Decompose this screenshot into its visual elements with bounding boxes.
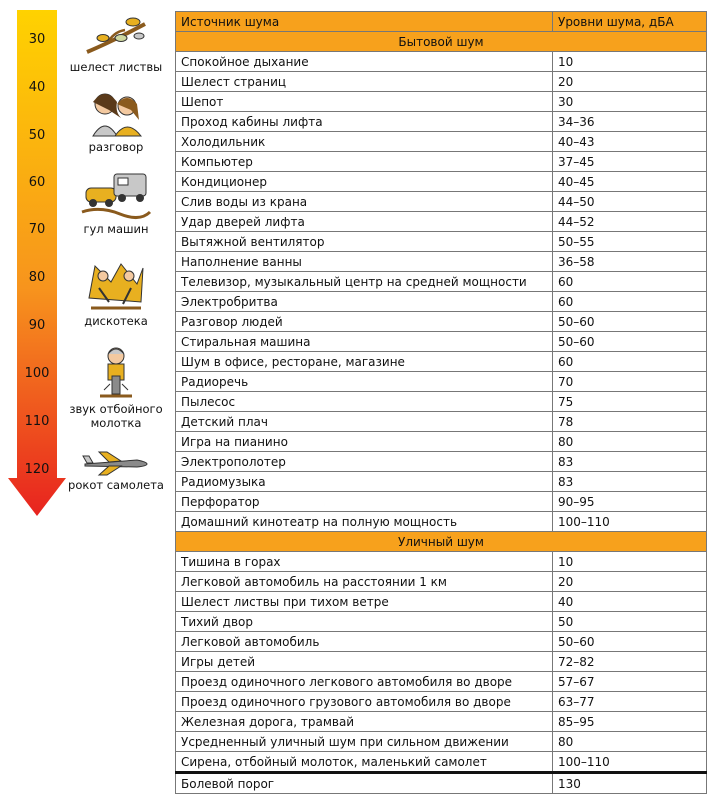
caption-conversation: разговор: [88, 140, 144, 154]
scale-label: 90: [28, 318, 46, 333]
row-source: Спокойное дыхание: [176, 52, 553, 72]
row-level: 50–60: [553, 332, 707, 352]
row-level: 34–36: [553, 112, 707, 132]
pain-threshold-level: 130: [553, 773, 707, 794]
table-row: [176, 52, 707, 72]
scale-label: 30: [28, 32, 46, 47]
table-row: [176, 372, 707, 392]
caption-leaves: шелест листвы: [69, 60, 163, 74]
row-source: Слив воды из крана: [176, 192, 553, 212]
section-title: Уличный шум: [176, 532, 707, 552]
table-row: [176, 572, 707, 592]
row-source: Радиоречь: [176, 372, 553, 392]
row-level: 40–43: [553, 132, 707, 152]
table-row: [176, 272, 707, 292]
table-row: [176, 632, 707, 652]
row-source: Телевизор, музыкальный центр на средней мощности: [176, 272, 553, 292]
caption-cars: гул машин: [83, 222, 149, 236]
table-row: [176, 692, 707, 712]
scale-label: 40: [28, 80, 46, 95]
row-level: 40: [553, 592, 707, 612]
table-row: [176, 192, 707, 212]
cars-icon: [80, 168, 152, 220]
row-source: Детский плач: [176, 412, 553, 432]
conversation-icon: [81, 88, 151, 138]
row-level: 44–52: [553, 212, 707, 232]
row-level: 63–77: [553, 692, 707, 712]
row-source: Легковой автомобиль: [176, 632, 553, 652]
table-row: [176, 292, 707, 312]
row-source: Игра на пианино: [176, 432, 553, 452]
table-row: [176, 412, 707, 432]
row-level: 80: [553, 732, 707, 752]
scale-label: 60: [28, 175, 46, 190]
table-row: [176, 212, 707, 232]
scale-label: 100: [24, 366, 50, 381]
row-source: Шелест листвы при тихом ветре: [176, 592, 553, 612]
row-level: 60: [553, 292, 707, 312]
caption-disco: дискотека: [84, 314, 148, 328]
row-level: 72–82: [553, 652, 707, 672]
row-source: Проезд одиночного легкового автомобиля во дворе: [176, 672, 553, 692]
row-source: Тишина в горах: [176, 552, 553, 572]
table-row: [176, 612, 707, 632]
table-row: [176, 492, 707, 512]
row-level: 50–55: [553, 232, 707, 252]
scale-label: 80: [28, 270, 46, 285]
noise-scale: [8, 10, 66, 518]
table-row: [176, 512, 707, 532]
table-row: [176, 452, 707, 472]
row-level: 40–45: [553, 172, 707, 192]
row-level: 20: [553, 72, 707, 92]
row-level: 60: [553, 272, 707, 292]
row-source: Проход кабины лифта: [176, 112, 553, 132]
table-row: [176, 752, 707, 773]
row-level: 78: [553, 412, 707, 432]
table-row: [176, 112, 707, 132]
row-level: 70: [553, 372, 707, 392]
table-row: [176, 552, 707, 572]
row-source: Проезд одиночного грузового автомобиля во дворе: [176, 692, 553, 712]
jackhammer-icon: [86, 346, 146, 400]
row-level: 60: [553, 352, 707, 372]
row-source: Радиомузыка: [176, 472, 553, 492]
row-level: 20: [553, 572, 707, 592]
row-level: 30: [553, 92, 707, 112]
noise-table: [175, 11, 707, 794]
row-level: 83: [553, 452, 707, 472]
row-level: 44–50: [553, 192, 707, 212]
table-header-row: [176, 12, 707, 32]
row-source: Тихий двор: [176, 612, 553, 632]
row-level: 75: [553, 392, 707, 412]
table-row: [176, 672, 707, 692]
row-source: Железная дорога, трамвай: [176, 712, 553, 732]
illustration-airplane: [66, 450, 166, 492]
row-source: Легковой автомобиль на расстоянии 1 км: [176, 572, 553, 592]
illustration-disco: [66, 258, 166, 328]
airplane-icon: [81, 450, 151, 476]
table-row: [176, 172, 707, 192]
scale-label: 120: [24, 462, 50, 477]
scale-label: 70: [28, 222, 46, 237]
row-level: 37–45: [553, 152, 707, 172]
row-source: Домашний кинотеатр на полную мощность: [176, 512, 553, 532]
row-level: 50–60: [553, 312, 707, 332]
pain-threshold-source: Болевой порог: [176, 773, 553, 794]
table-row: [176, 732, 707, 752]
illustration-jackhammer: [66, 346, 166, 430]
table-row: [176, 152, 707, 172]
row-source: Сирена, отбойный молоток, маленький самолет: [176, 752, 553, 773]
row-source: Шум в офисе, ресторане, магазине: [176, 352, 553, 372]
row-level: 57–67: [553, 672, 707, 692]
table-row: [176, 592, 707, 612]
section-title: Бытовой шум: [176, 32, 707, 52]
table-row: [176, 252, 707, 272]
row-level: 83: [553, 472, 707, 492]
row-level: 85–95: [553, 712, 707, 732]
row-source: Шепот: [176, 92, 553, 112]
row-source: Пылесос: [176, 392, 553, 412]
table-row: [176, 472, 707, 492]
caption-airplane: рокот самолета: [68, 478, 164, 492]
illustration-leaves: [66, 14, 166, 74]
table-row: [176, 432, 707, 452]
section-row: [176, 532, 707, 552]
row-level: 100–110: [553, 752, 707, 773]
illustration-conversation: [66, 88, 166, 154]
section-row: [176, 32, 707, 52]
row-level: 50: [553, 612, 707, 632]
row-source: Электрополотер: [176, 452, 553, 472]
row-level: 90–95: [553, 492, 707, 512]
table-row: [176, 132, 707, 152]
row-level: 36–58: [553, 252, 707, 272]
pain-threshold-row: [176, 773, 707, 794]
row-source: Электробритва: [176, 292, 553, 312]
table-row: [176, 392, 707, 412]
table-body: [176, 32, 707, 794]
row-source: Игры детей: [176, 652, 553, 672]
illustration-cars: [66, 168, 166, 236]
disco-icon: [81, 258, 151, 312]
row-level: 10: [553, 52, 707, 72]
table-row: [176, 352, 707, 372]
row-source: Разговор людей: [176, 312, 553, 332]
scale-label: 50: [28, 128, 46, 143]
row-source: Шелест страниц: [176, 72, 553, 92]
scale-label: 110: [24, 414, 50, 429]
row-source: Удар дверей лифта: [176, 212, 553, 232]
row-source: Наполнение ванны: [176, 252, 553, 272]
header-level: Уровни шума, дБА: [553, 12, 707, 32]
row-source: Компьютер: [176, 152, 553, 172]
row-level: 10: [553, 552, 707, 572]
row-source: Усредненный уличный шум при сильном движении: [176, 732, 553, 752]
row-source: Вытяжной вентилятор: [176, 232, 553, 252]
table-row: [176, 312, 707, 332]
row-level: 80: [553, 432, 707, 452]
row-level: 100–110: [553, 512, 707, 532]
row-source: Холодильник: [176, 132, 553, 152]
row-source: Кондиционер: [176, 172, 553, 192]
caption-jackhammer: звук отбойного молотка: [69, 402, 163, 430]
table-row: [176, 652, 707, 672]
table-row: [176, 72, 707, 92]
header-source: Источник шума: [176, 12, 553, 32]
leaves-icon: [81, 14, 151, 58]
table-row: [176, 92, 707, 112]
table-row: [176, 332, 707, 352]
row-source: Перфоратор: [176, 492, 553, 512]
row-level: 50–60: [553, 632, 707, 652]
row-source: Стиральная машина: [176, 332, 553, 352]
table-row: [176, 232, 707, 252]
table-row: [176, 712, 707, 732]
